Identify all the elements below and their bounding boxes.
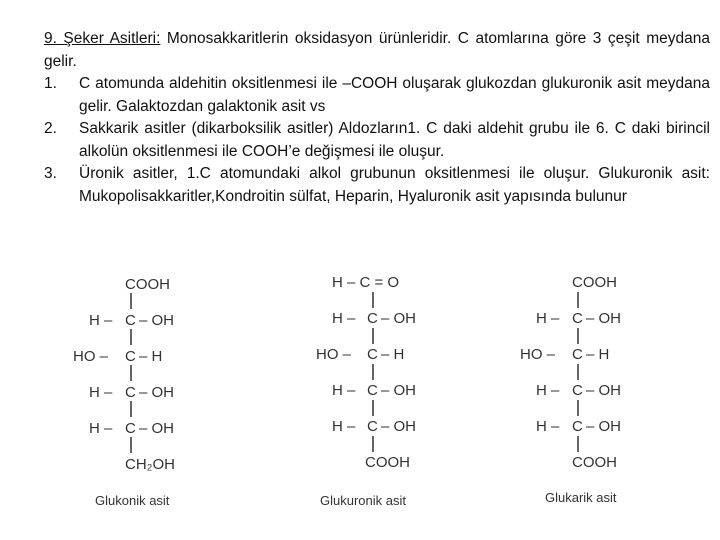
carbon: C [572,310,583,327]
row-right: – H [586,346,610,363]
intro-text: Monosakkaritlerin oksidasyon ürünleridir. C atomlarına göre 3 çeşit meydana gelir. [44,30,710,70]
structure-name: Glukonik asit [95,493,170,508]
item-text: Sakkarik asitler (dikarboksilik asitler) Aldozların1. C daki aldehit grubu ile 6. C daki birincil alkolün oksitlenmesi ile COOH’e değişmesi ile oluşur. [79,120,710,160]
row-right: – OH [381,310,417,327]
carbon: C [572,382,583,399]
carbon: C [125,312,136,329]
carbon: C [367,418,378,435]
row-left: H – [89,312,113,329]
item-number: 3. [44,165,57,182]
item-text: Üronik asitler, 1.C atomundaki alkol grubunun oksitlenmesi ile oluşur. Glukuronik asit: Mukopolisakkaritler,Kondroitin sülfat, Heparin, Hyaluronik asit yapısında bulunur [79,165,710,205]
row-right: – OH [139,312,175,329]
top-group: COOH [125,276,170,293]
structure-glukarik [520,274,621,505]
row-right: – OH [586,310,622,327]
structure-glukonik [73,276,175,508]
structure-glukuronik [316,274,416,508]
structure-name: Glukuronik asit [320,493,406,508]
item-text: C atomunda aldehitin oksitlenmesi ile –COOH oluşarak glukozdan glukuronik asit meydana gelir. Galaktozdan galaktonik asit vs [79,75,710,115]
bottom-group: COOH [572,454,617,471]
carbon: C [572,346,583,363]
row-right: – OH [586,382,622,399]
carbon: C [367,310,378,327]
row-right: – OH [139,384,175,401]
top-group: H – C = O [332,274,400,291]
row-left: H – [332,310,356,327]
row-right: – OH [139,420,175,437]
row-left: H – [332,418,356,435]
row-right: – H [381,346,405,363]
row-left: H – [89,420,113,437]
item-number: 2. [44,120,57,137]
row-left: H – [332,382,356,399]
row-right: – OH [586,418,622,435]
structure-name: Glukarik asit [545,490,617,505]
row-left: H – [536,418,560,435]
bottom-group: COOH [365,454,410,471]
carbon: C [125,348,136,365]
row-left: HO – [73,348,109,365]
row-right: – OH [381,418,417,435]
row-left: HO – [520,346,556,363]
row-right: – OH [381,382,417,399]
row-left: H – [89,384,113,401]
row-left: HO – [316,346,352,363]
row-left: H – [536,310,560,327]
carbon: C [125,420,136,437]
item-number: 1. [44,75,57,92]
carbon: C [572,418,583,435]
carbon: C [125,384,136,401]
top-group: COOH [572,274,617,291]
carbon: C [367,382,378,399]
row-left: H – [536,382,560,399]
section-title: 9. Şeker Asitleri: [44,30,161,47]
row-right: – H [139,348,163,365]
bottom-group: CH₂OH [125,456,175,473]
carbon: C [367,346,378,363]
